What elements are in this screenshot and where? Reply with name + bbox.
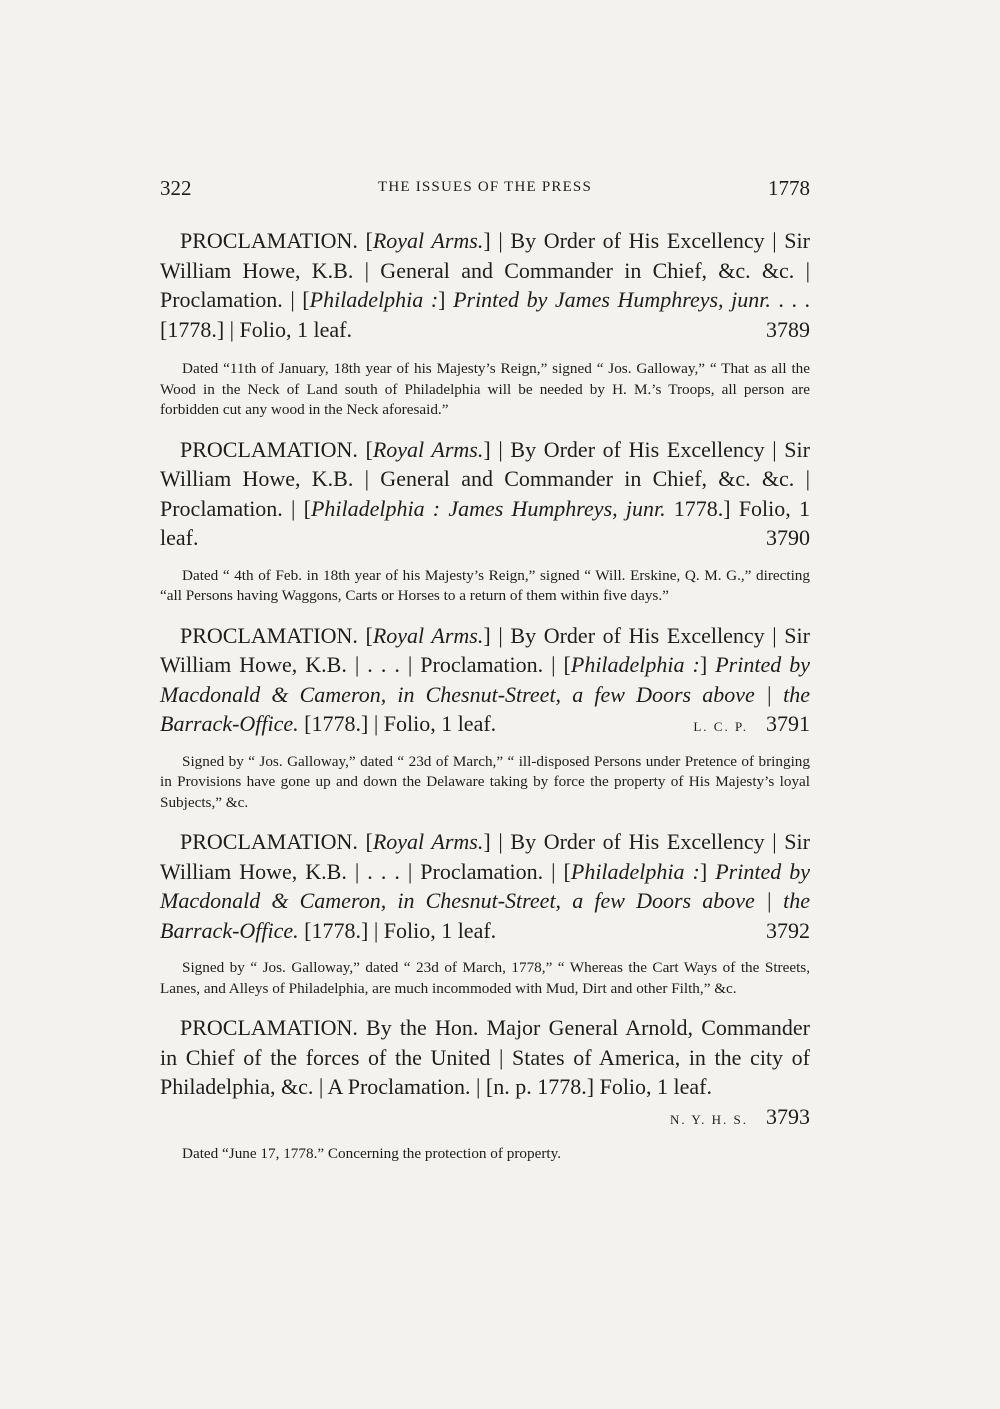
entry-number: 3792 xyxy=(766,917,810,943)
entry-number: 3790 xyxy=(766,525,810,550)
running-title: THE ISSUES OF THE PRESS xyxy=(377,179,593,195)
entry-3789 xyxy=(160,226,810,421)
entry-location: N. Y. H. S. xyxy=(670,1111,748,1127)
running-year: 1778 xyxy=(768,176,810,200)
entry-citation: PROCLAMATION. [Royal Arms.] | By Order of His Excellency | Sir William Howe, K.B. | . . . | Proclamation. | [Philadelphia :] Printed by Macdonald & Cameron, in Chesnut-Street, a few Doors above | the Barrack-Office. [1778.] | Folio, 1 leaf. 3792 xyxy=(160,829,811,943)
entry-citation: PROCLAMATION. By the Hon. Major General Arnold, Commander in Chief of the forces of the United | States of America, in the city of Philadelphia, &c. | A Proclamation. | [n. p. 1778.] Folio, 1 leaf. N. Y. H. S. 3793 xyxy=(160,1015,810,1129)
entry-note: Signed by “ Jos. Galloway,” dated “ 23d of March, 1778,” “ Whereas the Cart Ways of the Streets, Lanes, and Alleys of Philadelphia, are much incommoded with Mud, Dirt and other Filth,” &c. xyxy=(160,959,810,997)
entry-3792 xyxy=(160,827,810,999)
entries-list xyxy=(160,226,810,1179)
entry-3793 xyxy=(160,1013,810,1165)
entry-note: Dated “June 17, 1778.” Concerning the protection of property. xyxy=(182,1145,562,1162)
entry-number: 3789 xyxy=(766,316,810,342)
page-number: 322 xyxy=(160,176,192,200)
running-head xyxy=(160,176,810,206)
entry-3790 xyxy=(160,435,810,607)
entry-location: L. C. P. xyxy=(693,719,748,734)
entry-note: Signed by “ Jos. Galloway,” dated “ 23d of March,” “ ill-disposed Persons under Pretence of bringing in Provisions have gone up and down the Delaware taking by force the property of His Majesty’s loyal Subjects,” &c. xyxy=(160,752,810,811)
entry-note: Dated “ 4th of Feb. in 18th year of his Majesty’s Reign,” signed “ Will. Erskine, Q. M. G.,” directing “all Persons having Waggons, Carts or Horses to a return of them within five days.” xyxy=(160,566,810,604)
entry-number: 3791 xyxy=(766,711,810,736)
entry-citation: PROCLAMATION. [Royal Arms.] | By Order of His Excellency | Sir William Howe, K.B. | General and Commander in Chief, &c. &c. | Proclamation. | [Philadelphia :] Printed by James Humphreys, junr. . . . [1778.] | Folio, 1 leaf. 3789 xyxy=(160,228,810,342)
entry-note: Dated “11th of January, 18th year of his Majesty’s Reign,” signed “ Jos. Galloway,” “ That as all the Wood in the Neck of Land south of Philadelphia will be needed by H. M.’s Troops, all person are forbidden cut any wood in the Neck aforesaid.” xyxy=(160,360,810,418)
entry-citation: PROCLAMATION. [Royal Arms.] | By Order of His Excellency | Sir William Howe, K.B. | General and Commander in Chief, &c. &c. | Proclamation. | [Philadelphia : James Humphreys, junr. 1778.] Folio, 1 leaf. 3790 xyxy=(160,436,810,550)
entry-3791 xyxy=(160,621,810,814)
entry-number: 3793 xyxy=(766,1103,810,1129)
entry-citation: PROCLAMATION. [Royal Arms.] | By Order of His Excellency | Sir William Howe, K.B. | . . . | Proclamation. | [Philadelphia :] Printed by Macdonald & Cameron, in Chesnut-Street, a few Doors above | the Barrack-Office. [1778.] | Folio, 1 leaf. L. C. P. 3791 xyxy=(160,622,811,736)
